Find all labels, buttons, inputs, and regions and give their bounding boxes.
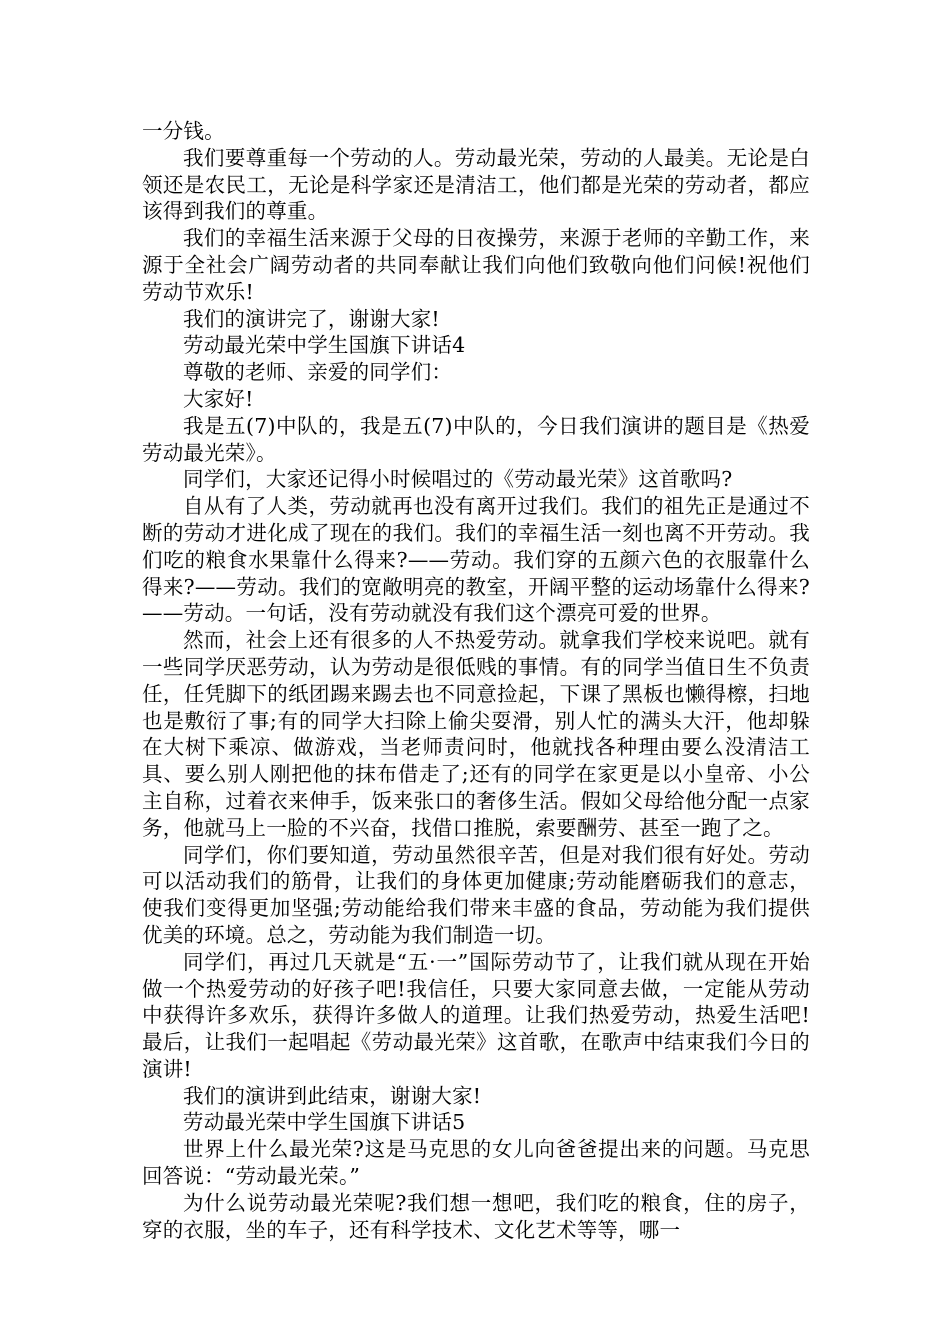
greeting: 大家好! [183,386,254,411]
paragraph: 我们要尊重每一个劳动的人。劳动最光荣，劳动的人最美。无论是白领还是农民工，无论是科学家还是清洁工，他们都是光荣的劳动者，都应该得到我们的尊重。 [142,145,810,224]
paragraph: 我们的演讲完了，谢谢大家! [183,306,440,331]
paragraph: 我们的幸福生活来源于父母的日夜操劳，来源于老师的辛勤工作，来源于全社会广阔劳动者的共同奉献让我们向他们致敬向他们问候!祝他们劳动节欢乐! [142,226,810,304]
section-heading: 劳动最光荣中学生国旗下讲话5 [183,1110,466,1135]
salutation: 尊敬的老师、亲爱的同学们： [183,360,453,385]
document-page [142,118,810,1243]
paragraph: 世界上什么最光荣?这是马克思的女儿向爸爸提出来的问题。马克思回答说：“劳动最光荣。” [142,1137,810,1189]
paragraph: 一分钱。 [142,119,225,143]
paragraph: 我们的演讲到此结束，谢谢大家! [183,1083,482,1108]
paragraph: 同学们，你们要知道，劳动虽然很辛苦，但是对我们很有好处。劳动可以活动我们的筋骨，让我们的身体更加健康;劳动能磨砺我们的意志，使我们变得更加坚强;劳动能给我们带来丰盛的食品，劳动能为我们提供优美的环境。总之，劳动能为我们制造一切。 [142,842,810,947]
paragraph: 为什么说劳动最光荣呢?我们想一想吧，我们吃的粮食，住的房子，穿的衣服，坐的车子，还有科学技术、文化艺术等等，哪一 [142,1190,810,1242]
paragraph: 同学们，大家还记得小时候唱过的《劳动最光荣》这首歌吗? [183,467,733,492]
paragraph: 然而，社会上还有很多的人不热爱劳动。就拿我们学校来说吧。就有一些同学厌恶劳动，认为劳动是很低贱的事情。有的同学当值日生不负责任，任凭脚下的纸团踢来踢去也不同意捡起，下课了黑板也懒得檫，扫地也是敷衍了事;有的同学大扫除上偷尖耍滑，别人忙的满头大汗，他却躲在大树下乘凉、做游戏，当老师责问时，他就找各种理由要么没清洁工具、要么别人刚把他的抹布借走了;还有的同学在家更是以小皇帝、小公主自称，过着衣来伸手，饭来张口的奢侈生活。假如父母给他分配一点家务，他就马上一脸的不兴奋，找借口推脱，索要酬劳、甚至一跑了之。 [142,628,810,840]
section-heading: 劳动最光荣中学生国旗下讲话4 [183,333,466,358]
paragraph: 同学们，再过几天就是“五·一”国际劳动节了，让我们就从现在开始做一个热爱劳动的好孩子吧!我信任，只要大家同意去做，一定能从劳动中获得许多欢乐，获得许多做人的道理。让我们热爱劳动，热爱生活吧!最后，让我们一起唱起《劳动最光荣》这首歌，在歌声中结束我们今日的演讲! [142,949,810,1081]
paragraph: 自从有了人类，劳动就再也没有离开过我们。我们的祖先正是通过不断的劳动才进化成了现在的我们。我们的幸福生活一刻也离不开劳动。我们吃的粮食水果靠什么得来?——劳动。我们穿的五颜六色的衣服靠什么得来?——劳动。我们的宽敞明亮的教室，开阔平整的运动场靠什么得来?——劳动。一句话，没有劳动就没有我们这个漂亮可爱的世界。 [142,494,810,626]
paragraph: 我是五(7)中队的，我是五(7)中队的，今日我们演讲的题目是《热爱劳动最光荣》。 [142,413,810,465]
